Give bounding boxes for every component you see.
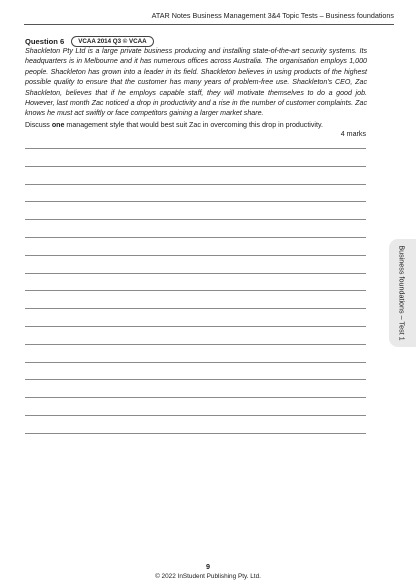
task-emphasis: one [51, 121, 65, 129]
answer-line[interactable] [25, 415, 366, 416]
task-text-start: Discuss [25, 121, 52, 129]
answer-line[interactable] [25, 219, 366, 220]
answer-line[interactable] [25, 397, 366, 398]
answer-line[interactable] [25, 255, 366, 256]
answer-line[interactable] [25, 379, 366, 380]
answer-line[interactable] [25, 148, 366, 149]
copyright-notice: © 2022 InStudent Publishing Pty. Ltd. [155, 573, 261, 580]
page-number: 9 [206, 562, 210, 571]
side-tab-label: Business foundations – Test 1 [397, 245, 407, 341]
side-tab [389, 239, 416, 347]
question-label: Question 6 [25, 37, 65, 46]
question-stem: Shackleton Pty Ltd is a large private business producing and installing state-of-the-art security systems. Its headquarters is in Melbourne and it has numerous offices across Australia. The organisation employs 1,000 people. Shackleton has grown into a leader in its field. Shackleton believes in using products of the highest possible quality to ensure that the customer has many years of problem-free use. Shackleton's CEO, Zac Shackleton, believes that if he employs capable staff, they will motivate themselves to do a good job. However, last month Zac noticed a drop in productivity and a rise in the number of customer complaints. Zac knows he must act swiftly or face competitors gaining a larger market share. [25, 47, 367, 118]
answer-line[interactable] [25, 308, 366, 309]
answer-line[interactable] [25, 166, 366, 167]
task-text-end: management style that would best suit Zac in overcoming this drop in productivity. [64, 121, 323, 129]
question-task [25, 121, 323, 129]
answer-line[interactable] [25, 184, 366, 185]
header-divider [24, 24, 394, 25]
answer-line[interactable] [25, 237, 366, 238]
answer-line[interactable] [25, 290, 366, 291]
marks-allocation: 4 marks [340, 130, 366, 138]
running-header: ATAR Notes Business Management 3&4 Topic Tests – Business foundations [151, 11, 394, 20]
answer-line[interactable] [25, 326, 366, 327]
answer-line[interactable] [25, 201, 366, 202]
answer-line[interactable] [25, 273, 366, 274]
answer-line[interactable] [25, 433, 366, 434]
answer-line[interactable] [25, 344, 366, 345]
source-badge: VCAA 2014 Q3 © VCAA [71, 36, 153, 47]
answer-line[interactable] [25, 362, 366, 363]
